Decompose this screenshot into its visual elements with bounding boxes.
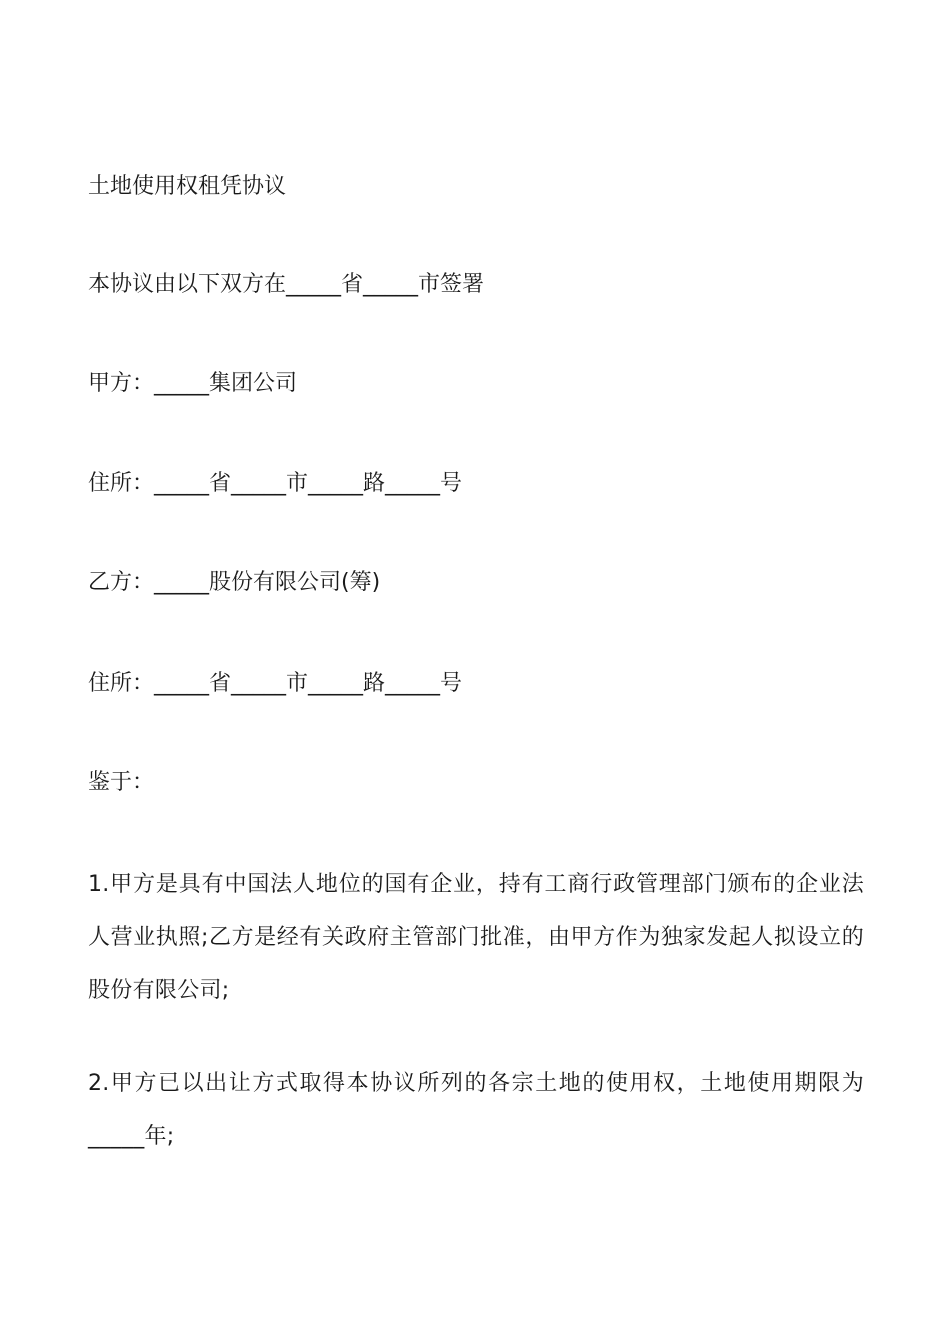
party-b-address-line: 住所：_____省_____市_____路_____号 <box>88 671 463 696</box>
party-a-line: 甲方：_____集团公司 <box>88 371 298 396</box>
party-a-address-line: 住所：_____省_____市_____路_____号 <box>88 471 463 496</box>
clause-2: 2.甲方已以出让方式取得本协议所列的各宗土地的使用权，土地使用期限为_____年; <box>88 1071 864 1149</box>
party-b-line: 乙方：_____股份有限公司(筹) <box>88 570 381 595</box>
clause-1: 1.甲方是具有中国法人地位的国有企业，持有工商行政管理部门颁布的企业法人营业执照;乙方是经有关政府主管部门批准，由甲方作为独家发起人拟设立的股份有限公司; <box>88 872 864 1003</box>
signing-location-line: 本协议由以下双方在_____省_____市签署 <box>88 272 485 297</box>
document-title: 土地使用权租凭协议 <box>88 174 287 199</box>
whereas-heading: 鉴于： <box>88 770 155 795</box>
